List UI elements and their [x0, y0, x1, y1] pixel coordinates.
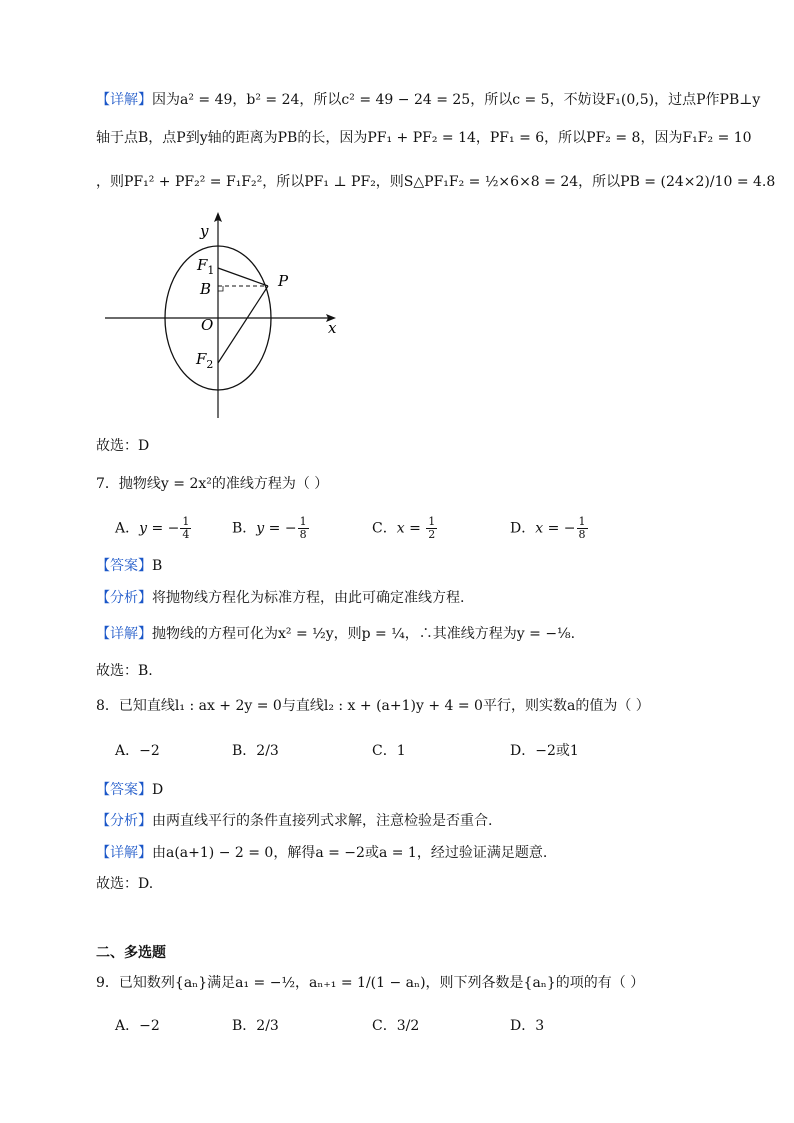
- fraction-numerator: 1: [182, 515, 190, 528]
- q9-option-c: [372, 1016, 419, 1036]
- answer-tag: 【答案】: [96, 558, 152, 574]
- option-letter: D．: [510, 743, 536, 759]
- label-O: O: [201, 316, 214, 334]
- detail-tag: 【详解】: [96, 626, 152, 642]
- analysis-text: 由两直线平行的条件直接列式求解，注意检验是否重合.: [152, 813, 493, 829]
- q8-final: 故选：D.: [96, 876, 154, 892]
- q6-detail-line2: 轴于点B，点P到y轴的距离为PB的长，因为PF₁ + PF₂ = 14，PF₁ = 6，所以PF₂ = 8，因为F₁F₂ = 10: [96, 130, 752, 146]
- fraction-numerator: 1: [428, 515, 436, 528]
- q7-option-c: [372, 516, 438, 541]
- option-letter: B．: [232, 743, 257, 759]
- q9-stem: 9．已知数列{aₙ}满足a₁ = −½，aₙ₊₁ = 1/(1 − aₙ)，则下列各数是{aₙ}的项的有（ ）: [96, 975, 645, 991]
- q6-detail-line3: ，则PF₁² + PF₂² = F₁F₂²，所以PF₁ ⊥ PF₂，则S△PF₁F₂ = ½×6×8 = 24，所以PB = (24×2)/10 = 4.8: [96, 174, 776, 190]
- label-F1: $F_1$: [197, 256, 215, 277]
- label-F2: $F_2$: [196, 350, 214, 371]
- option-letter: D．: [510, 1018, 536, 1034]
- option-fraction: [577, 516, 588, 541]
- fraction-denominator: 8: [299, 528, 307, 541]
- q8-option-b: [232, 741, 279, 761]
- option-letter: C．: [372, 743, 397, 759]
- q7-option-d: [510, 516, 589, 541]
- right-angle-mark: [218, 286, 223, 291]
- option-lhs: x =: [396, 520, 426, 537]
- q8-answer: [96, 780, 163, 800]
- detail-tag: 【详解】: [96, 845, 152, 861]
- option-letter: A．: [115, 520, 140, 537]
- option-text: 2/3: [256, 1018, 279, 1034]
- option-letter: C．: [372, 1018, 397, 1034]
- answer-value: D: [152, 782, 164, 798]
- option-text: 1: [396, 743, 406, 759]
- option-text: −2或1: [535, 743, 579, 759]
- option-fraction: [426, 516, 437, 541]
- fraction-denominator: 2: [428, 528, 436, 541]
- option-text: 3: [535, 1018, 545, 1034]
- option-lhs: y = −: [256, 520, 297, 537]
- detail-text: 因为a² = 49，b² = 24，所以c² = 49 − 24 = 25，所以c = 5，不妨设F₁(0,5)，过点P作PB⊥y: [152, 92, 761, 108]
- q9-option-b: [232, 1016, 279, 1036]
- q6-answer: 故选：D: [96, 438, 150, 454]
- fraction-numerator: 1: [299, 515, 307, 528]
- option-lhs: y = −: [139, 520, 180, 537]
- q8-option-a: [115, 741, 160, 761]
- q8-stem: 8．已知直线l₁ : ax + 2y = 0与直线l₂ : x + (a+1)y + 4 = 0平行，则实数a的值为（ ）: [96, 698, 650, 714]
- segment-F1P: [218, 268, 268, 286]
- q7-answer: [96, 556, 162, 576]
- option-text: 2/3: [256, 743, 279, 759]
- q7-detail: [96, 624, 575, 644]
- answer-value: B: [152, 558, 163, 574]
- q8-option-d: [510, 741, 579, 761]
- q7-stem: 7．抛物线y = 2x²的准线方程为（ ）: [96, 476, 329, 492]
- option-text: −2: [139, 743, 160, 759]
- q8-option-c: [372, 741, 406, 761]
- option-fraction: [180, 516, 191, 541]
- detail-tag: 【详解】: [96, 92, 152, 108]
- analysis-tag: 【分析】: [96, 813, 152, 829]
- option-letter: A．: [115, 1018, 140, 1034]
- y-axis-label: y: [200, 222, 209, 240]
- option-lhs: x = −: [535, 520, 576, 537]
- q8-detail: [96, 843, 547, 863]
- segment-F2P: [218, 286, 268, 363]
- fraction-numerator: 1: [578, 515, 586, 528]
- q8-analysis: [96, 811, 492, 831]
- option-text: 3/2: [396, 1018, 420, 1034]
- q7-final: 故选：B.: [96, 663, 153, 679]
- option-fraction: [298, 516, 309, 541]
- answer-tag: 【答案】: [96, 782, 152, 798]
- option-letter: B．: [232, 520, 257, 537]
- analysis-text: 将抛物线方程化为标准方程，由此可确定准线方程.: [152, 590, 465, 606]
- fraction-denominator: 4: [182, 528, 190, 541]
- label-B: B: [200, 280, 212, 298]
- x-axis-label: x: [328, 319, 337, 337]
- analysis-tag: 【分析】: [96, 590, 152, 606]
- option-letter: B．: [232, 1018, 257, 1034]
- q7-option-a: [115, 516, 192, 541]
- q7-analysis: [96, 588, 464, 608]
- label-P: P: [278, 272, 289, 290]
- q7-option-b: [232, 516, 310, 541]
- option-text: −2: [139, 1018, 160, 1034]
- option-letter: D．: [510, 520, 536, 537]
- option-letter: A．: [115, 743, 140, 759]
- ellipse-figure: [100, 208, 360, 423]
- q6-detail-line1: [96, 90, 760, 110]
- q9-option-d: [510, 1016, 544, 1036]
- section-title: 二、多选题: [96, 945, 166, 961]
- detail-text: 由a(a+1) − 2 = 0，解得a = −2或a = 1，经过验证满足题意.: [152, 845, 548, 861]
- detail-text: 抛物线的方程可化为x² = ½y，则p = ¼，∴其准线方程为y = −⅛.: [152, 626, 576, 642]
- fraction-denominator: 8: [578, 528, 586, 541]
- option-letter: C．: [372, 520, 397, 537]
- q9-option-a: [115, 1016, 160, 1036]
